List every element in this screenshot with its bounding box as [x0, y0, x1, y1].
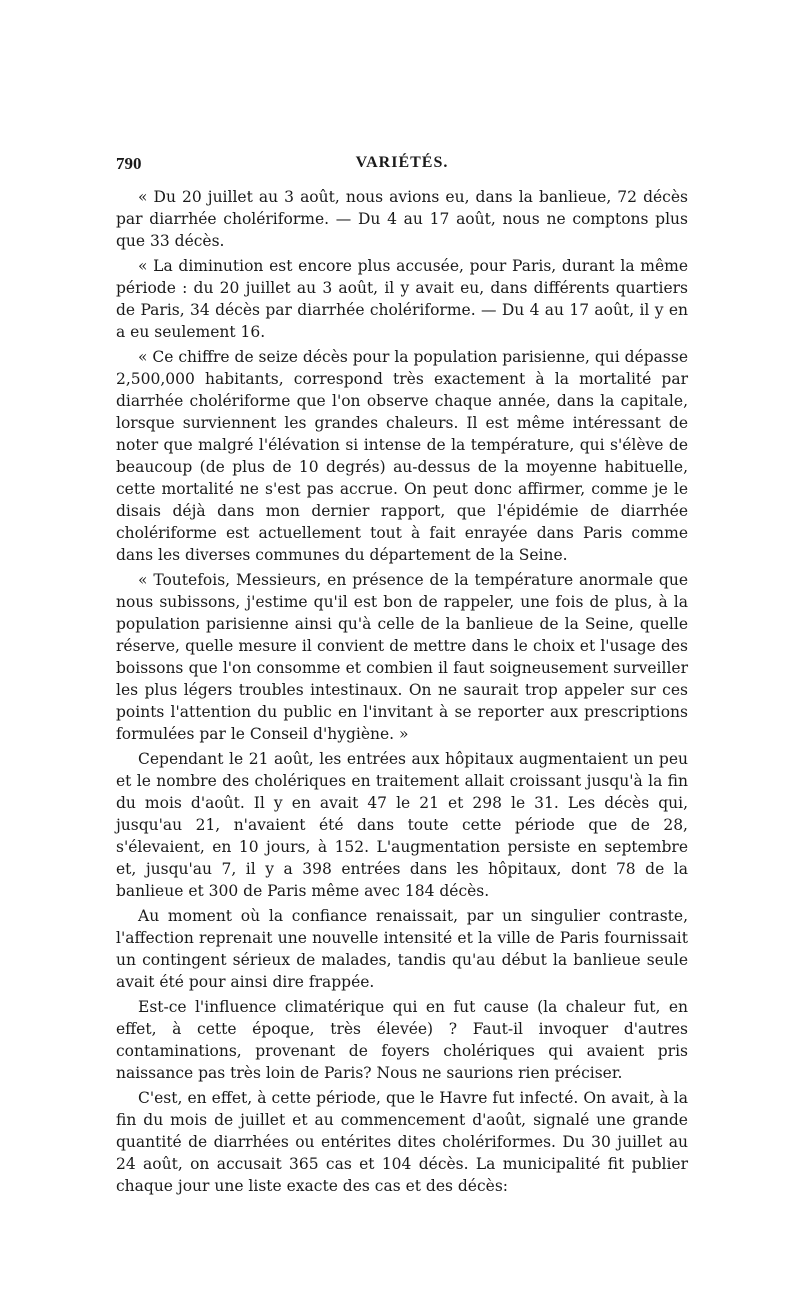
paragraph-public-advice: « Toutefois, Messieurs, en présence de la température anormale que nous subissons, j'estime qu'il est bon de rappeler, une fois de plus, à la population parisienne ainsi qu'à celle de la banlieue de la Seine, quelle réserve, quelle mesure il convient de mettre dans le choix et l'usage des boissons que l'on consomme et combien il faut soigneusement surveiller les plus légers troubles intestinaux. On ne saurait trop appeler sur ces points l'attention du public en l'invitant à se reporter aux prescriptions formulées par le Conseil d'hygiène. »: [116, 571, 688, 743]
paragraph-paris-deaths: « La diminution est encore plus accusée, pour Paris, durant la même période : du 20 juillet au 3 août, il y avait eu, dans différents quartiers de Paris, 34 décès par diarrhée cholériforme. — Du 4 au 17 août, il y en a eu seulement 16.: [116, 257, 688, 341]
body-text: [116, 186, 688, 1197]
paragraph-hospital-admissions: Cependant le 21 août, les entrées aux hôpitaux augmentaient un peu et le nombre des cholériques en traitement allait croissant jusqu'à la fin du mois d'août. Il y en avait 47 le 21 et 298 le 31. Les décès qui, jusqu'au 21, n'avaient été dans toute cette période que de 28, s'élevaient, en 10 jours, à 152. L'augmentation persiste en septembre et, jusqu'au 7, il y a 398 entrées dans les hôpitaux, dont 78 de la banlieue et 300 de Paris même avec 184 décès.: [116, 750, 688, 900]
running-title: VARIÉTÉS.: [355, 154, 449, 171]
running-head: [116, 150, 688, 180]
page-number: 790: [116, 154, 142, 173]
book-page: [116, 150, 688, 1200]
paragraph-renewed-intensity: Au moment où la confiance renaissait, par un singulier contraste, l'affection reprenait une nouvelle intensité et la ville de Paris fournissait un contingent sérieux de malades, tandis qu'au début la banlieue seule avait été pour ainsi dire frappée.: [116, 907, 688, 991]
paragraph-mortality-analysis: « Ce chiffre de seize décès pour la population parisienne, qui dépasse 2,500,000 habitants, correspond très exactement à la mortalité par diarrhée cholériforme que l'on observe chaque année, dans la capitale, lorsque surviennent les grandes chaleurs. Il est même intéressant de noter que malgré l'élévation si intense de la température, qui s'élève de beaucoup (de plus de 10 degrés) au-dessus de la moyenne habituelle, cette mortalité ne s'est pas accrue. On peut donc affirmer, comme je le disais déjà dans mon dernier rapport, que l'épidémie de diarrhée cholériforme est actuellement tout à fait enrayée dans Paris comme dans les diverses communes du département de la Seine.: [116, 348, 688, 564]
paragraph-banlieue-deaths: « Du 20 juillet au 3 août, nous avions eu, dans la banlieue, 72 décès par diarrhée cholériforme. — Du 4 au 17 août, nous ne comptons plus que 33 décès.: [116, 188, 688, 250]
paragraph-climate-question: Est-ce l'influence climatérique qui en fut cause (la chaleur fut, en effet, à cette époque, très élevée) ? Faut-il invoquer d'autres contaminations, provenant de foyers cholériques qui avaient pris naissance pas très loin de Paris? Nous ne saurions rien préciser.: [116, 998, 688, 1082]
paragraph-le-havre: C'est, en effet, à cette période, que le Havre fut infecté. On avait, à la fin du mois de juillet et au commencement d'août, signalé une grande quantité de diarrhées ou entérites dites cholériformes. Du 30 juillet au 24 août, on accusait 365 cas et 104 décès. La municipalité fit publier chaque jour une liste exacte des cas et des décès:: [116, 1089, 688, 1195]
